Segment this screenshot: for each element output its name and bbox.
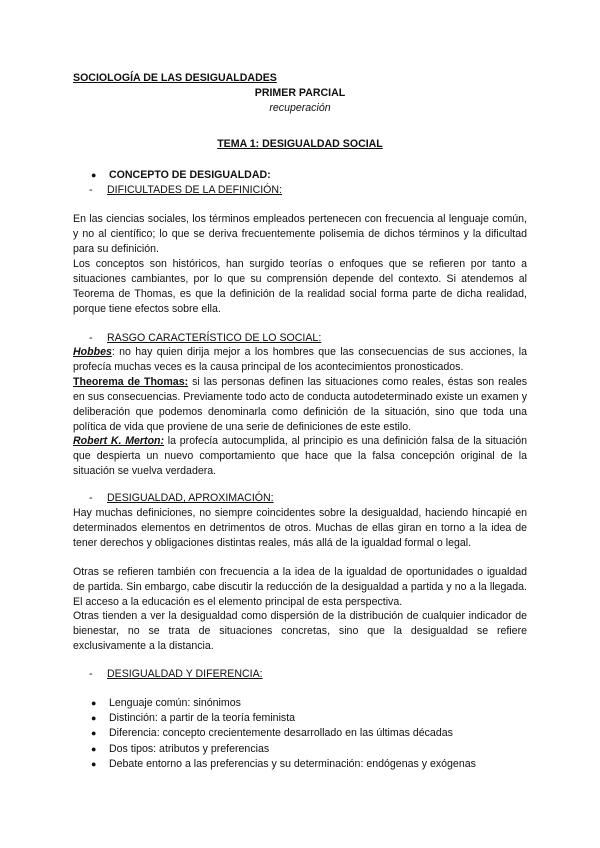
dash-marker: - [89, 668, 93, 680]
concept-heading: CONCEPTO DE DESIGUALDAD: [109, 169, 271, 181]
paragraph: En las ciencias sociales, los términos empleados pertenecen con frecuencia al lenguaje común, y no al científico; lo que se deriva frecuentemente polisemia de dichos términos y la dificultad para su definición. [73, 213, 527, 255]
hobbes-text: : no hay quien dirija mejor a los hombres que las consecuencias de sus acciones, la profecía muchas veces es la causa principal de los acontecimientos pronosticados. [73, 346, 527, 373]
rasgo-heading-row [89, 331, 321, 346]
thomas-name: Theorema de Thomas: [73, 376, 189, 388]
dash-marker: - [89, 492, 93, 504]
bullet-icon: ● [91, 698, 97, 708]
concept-heading-row [91, 168, 271, 183]
bullet-icon: ● [91, 758, 97, 769]
paragraph: Otras tienden a ver la desigualdad como dispersión de la distribución de cualquier indicador de bienestar, no se trata de situaciones concretas, sino que la desigualdad se refiere exclusivamente a la distancia. [73, 610, 527, 652]
topic-title: TEMA 1: DESIGUALDAD SOCIAL [217, 138, 383, 150]
bullet-icon: ● [91, 728, 97, 739]
list-item: ● Diferencia: concepto crecientemente desarrollado en las últimas décadas [91, 726, 476, 741]
bullet-icon: ● [91, 743, 97, 754]
thomas-paragraph [73, 375, 527, 435]
dash-marker: - [89, 332, 93, 344]
definition-subheading: DIFICULTADES DE LA DEFINICIÓN: [107, 184, 283, 196]
bullet-icon: ● [91, 713, 97, 724]
diferencia-heading-row [89, 667, 263, 682]
exam-title: PRIMER PARCIAL [254, 87, 346, 99]
diferencia-heading: DESIGUALDAD Y DIFERENCIA: [107, 668, 263, 680]
diferencia-list [91, 696, 476, 772]
bullet-icon: ● [91, 170, 97, 180]
paragraph: Hay muchas definiciones, no siempre coincidentes sobre la desigualdad, haciendo hincapié en determinados elementos en detrimentos de otros. Muchas de ellas giran en torno a la idea de tener derechos y obligaciones distintas reales, más allá de la igualdad formal o legal. [73, 507, 527, 549]
course-title: SOCIOLOGÍA DE LAS DESIGUALDADES [73, 72, 277, 84]
rasgo-heading: RASGO CARACTERÍSTICO DE LO SOCIAL: [107, 332, 322, 344]
dash-marker: - [89, 184, 93, 196]
merton-name: Robert K. Merton: [73, 435, 165, 447]
list-item: ● Dos tipos: atributos y preferencias [91, 742, 476, 757]
hobbes-name: Hobbes [73, 346, 112, 358]
aprox-heading-row [89, 491, 274, 506]
merton-paragraph [73, 434, 527, 479]
paragraph: Los conceptos son históricos, han surgido teorías o enfoques que se refieren por tanto a situaciones cambiantes, por lo que su comprensión depende del contexto. Si atendemos al Teorema de Thomas, es que la definición de la realidad social forma parte de dicha realidad, porque tiene efectos sobre ella. [73, 258, 527, 315]
hobbes-paragraph [73, 345, 527, 375]
list-item: ● Debate entorno a las preferencias y su determinación: endógenas y exógenas [91, 757, 476, 772]
thomas-text: si las personas definen las situaciones como reales, éstas son reales en sus consecuencias. Previamente todo acto de conducta autodeterminado existe un examen y deliberación que podemos denominarla como definición de la situación, sino que toda una política de vida que proviene de una serie de definiciones de este estilo. [73, 376, 528, 433]
list-item: ● Distinción: a partir de la teoría feminista [91, 711, 476, 726]
paragraph: Otras se refieren también con frecuencia a la idea de la igualdad de oportunidades o igualdad de partida. Sin embargo, cabe discutir la reducción de la desigualdad a partida y no a la llegada. El acceso a la educación es el elemento principal de esta perspectiva. [73, 566, 527, 608]
merton-text: la profecía autocumplida, al principio es una definición falsa de la situación que despierta un nuevo comportamiento que hace que la falsa concepción original de la situación se vuelva verdadera. [73, 435, 528, 477]
definition-subheading-row [89, 183, 282, 198]
exam-subtitle: recuperación [269, 102, 331, 114]
aprox-heading: DESIGUALDAD, APROXIMACIÓN: [107, 492, 274, 504]
list-item: ● Lenguaje común: sinónimos [91, 696, 476, 711]
